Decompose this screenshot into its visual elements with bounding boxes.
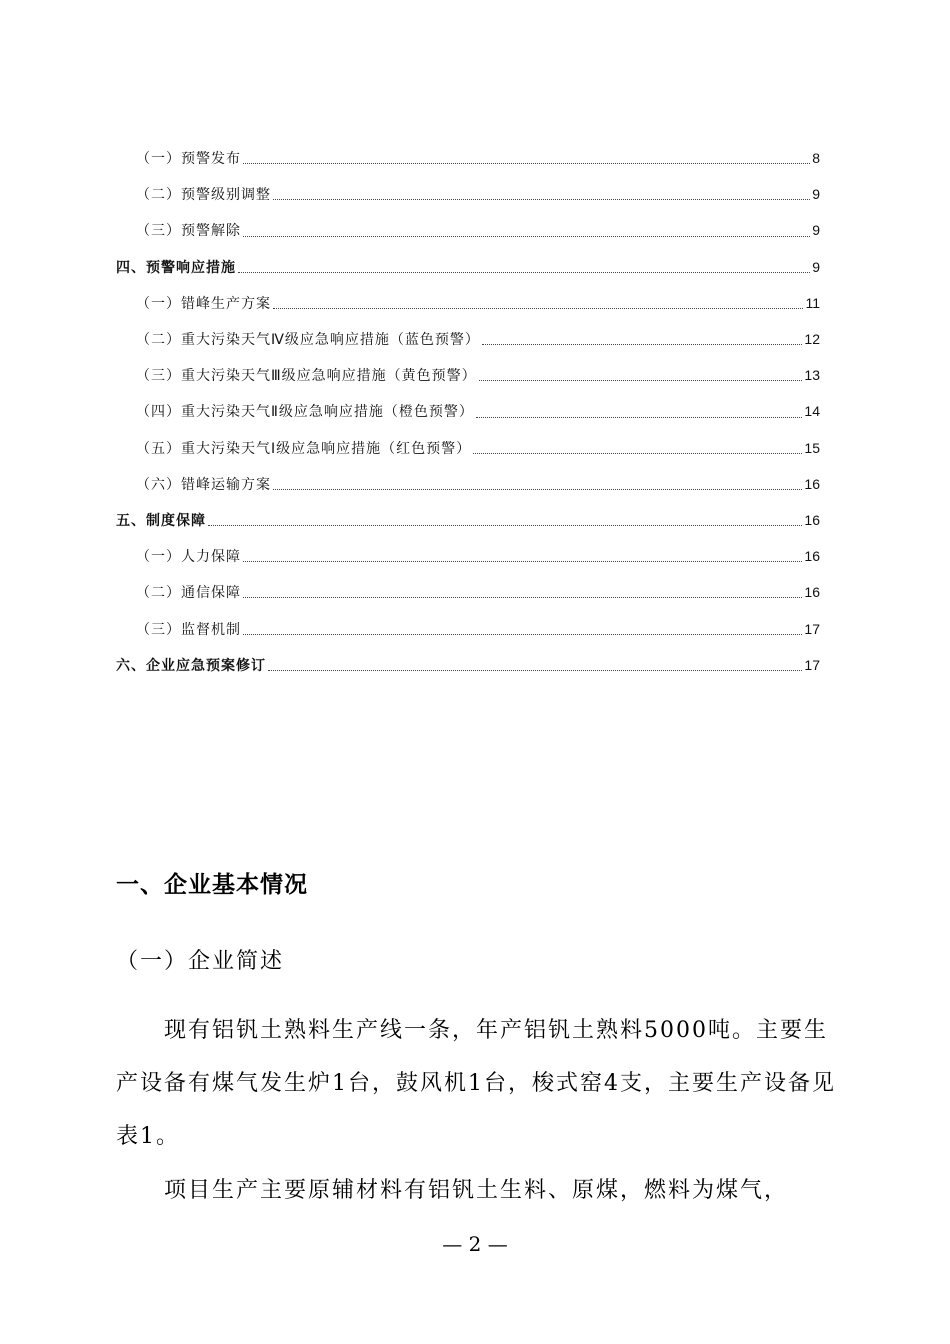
toc-entry[interactable] [116, 430, 820, 466]
toc-entry-title: 五、制度保障 [116, 512, 206, 529]
toc-entry-title: （四）重大污染天气Ⅱ级应急响应措施（橙色预警） [136, 404, 474, 421]
toc-dot-leader [473, 452, 802, 454]
toc-dot-leader [273, 488, 802, 490]
toc-entry-page-number: 16 [804, 584, 820, 601]
toc-dot-leader [243, 162, 810, 164]
toc-entry-page-number: 16 [804, 475, 820, 492]
toc-dot-leader [482, 343, 803, 345]
toc-entry-title: （六）错峰运输方案 [136, 476, 271, 493]
body-paragraph-2: 项目生产主要原辅材料有铝钒土生料、原煤，燃料为煤气， [164, 1178, 789, 1203]
toc-entry-title: （一）人力保障 [136, 549, 241, 566]
toc-entry-page-number: 14 [804, 403, 820, 420]
toc-entry[interactable] [116, 502, 820, 538]
toc-entry[interactable] [116, 249, 820, 285]
toc-dot-leader [273, 198, 810, 200]
toc-entry-page-number: 9 [812, 186, 820, 203]
toc-dot-leader [243, 560, 802, 562]
toc-entry[interactable] [116, 176, 820, 212]
toc-entry-title: （二）预警级别调整 [136, 187, 271, 204]
toc-entry[interactable] [116, 647, 820, 683]
toc-entry[interactable] [116, 140, 820, 176]
toc-entry-title: （三）预警解除 [136, 223, 241, 240]
toc-entry-page-number: 8 [812, 150, 820, 167]
toc-entry[interactable] [116, 212, 820, 248]
toc-dot-leader [268, 669, 802, 671]
toc-entry-page-number: 16 [804, 511, 820, 528]
toc-dot-leader [243, 596, 802, 598]
body-paragraph-1: 现有铝钒土熟料生产线一条，年产铝钒土熟料5000吨。主要生产设备有煤气发生炉1台，鼓风机1台，梭式窑4支，主要生产设备见表1。 [116, 1018, 836, 1149]
toc-entry-page-number: 12 [804, 331, 820, 348]
toc-dot-leader [479, 379, 803, 381]
toc-entry[interactable] [116, 610, 820, 646]
toc-entry-title: （三）监督机制 [136, 621, 241, 638]
toc-entry-page-number: 15 [804, 439, 820, 456]
toc-entry-title: 六、企业应急预案修订 [116, 657, 266, 674]
toc-entry[interactable] [116, 393, 820, 429]
table-of-contents [116, 140, 820, 683]
toc-dot-leader [208, 524, 802, 526]
toc-entry-title: （一）错峰生产方案 [136, 295, 271, 312]
toc-entry-page-number: 9 [812, 258, 820, 275]
toc-entry[interactable] [116, 574, 820, 610]
toc-dot-leader [238, 271, 810, 273]
toc-entry-page-number: 16 [804, 548, 820, 565]
subsection-heading: （一）企业简述 [116, 949, 285, 974]
toc-entry-title: （一）预警发布 [136, 151, 241, 168]
toc-dot-leader [243, 633, 802, 635]
toc-entry[interactable] [116, 357, 820, 393]
toc-entry-page-number: 17 [804, 656, 820, 673]
toc-entry[interactable] [116, 538, 820, 574]
toc-entry-title: （二）重大污染天气Ⅳ级应急响应措施（蓝色预警） [136, 332, 480, 349]
toc-entry-title: （五）重大污染天气Ⅰ级应急响应措施（红色预警） [136, 440, 472, 457]
toc-entry-page-number: 17 [804, 620, 820, 637]
toc-dot-leader [273, 307, 803, 309]
toc-entry-title: （二）通信保障 [136, 585, 241, 602]
page-number-footer: — 2 — [442, 1232, 508, 1256]
toc-entry-title: （三）重大污染天气Ⅲ级应急响应措施（黄色预警） [136, 368, 477, 385]
toc-dot-leader [476, 416, 803, 418]
toc-dot-leader [243, 235, 810, 237]
section-heading: 一、企业基本情况 [116, 872, 308, 898]
toc-entry[interactable] [116, 285, 820, 321]
toc-entry-page-number: 13 [804, 367, 820, 384]
toc-entry-page-number: 11 [805, 294, 820, 311]
toc-entry[interactable] [116, 321, 820, 357]
toc-entry-page-number: 9 [812, 222, 820, 239]
toc-entry[interactable] [116, 466, 820, 502]
toc-entry-title: 四、预警响应措施 [116, 259, 236, 276]
